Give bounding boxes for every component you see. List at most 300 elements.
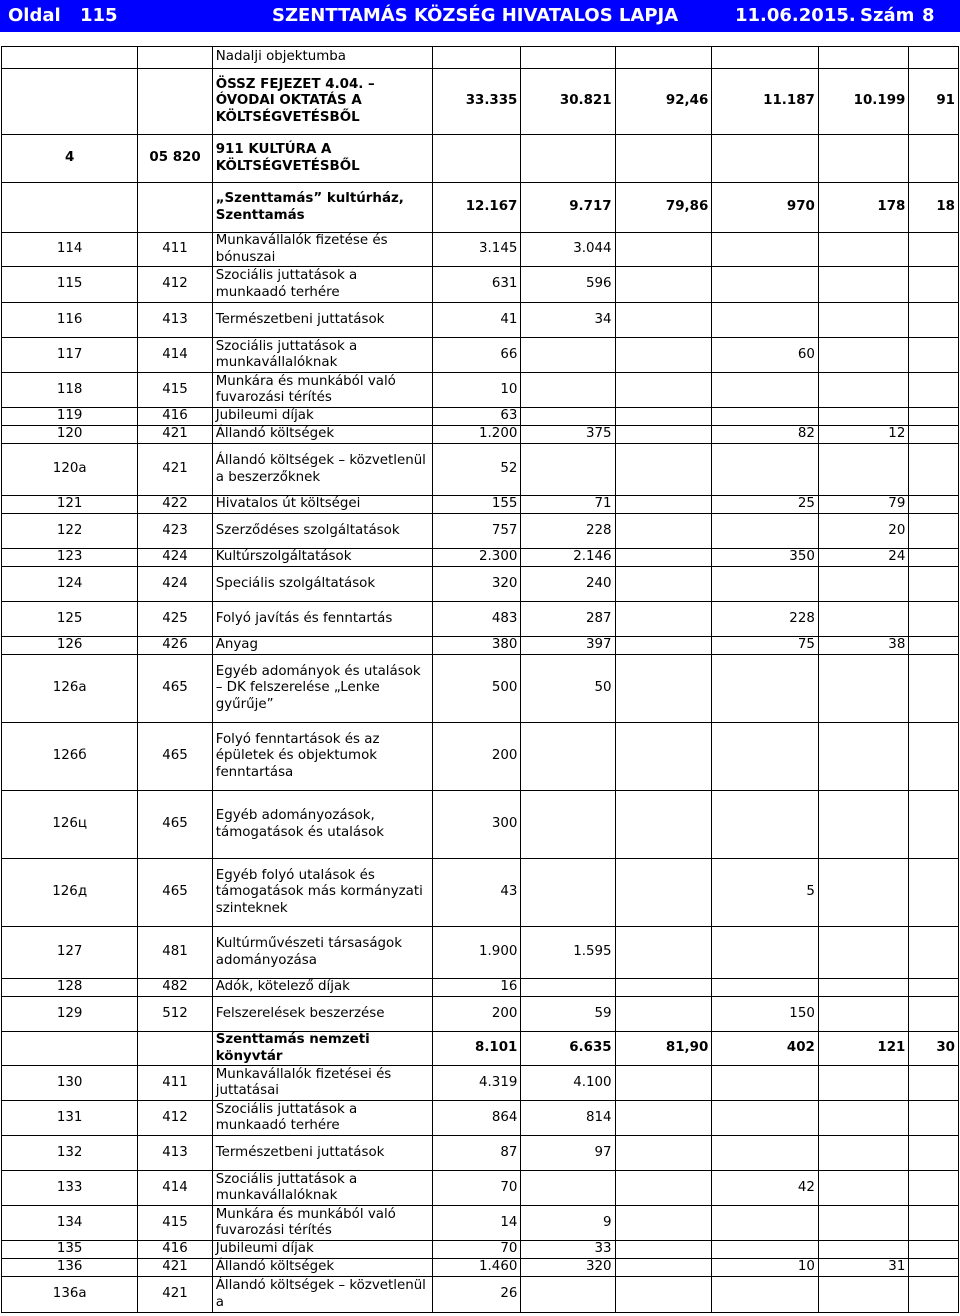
cell-c7 xyxy=(712,135,819,183)
cell-c6 xyxy=(615,1101,712,1136)
cell-c3: Folyó fenntartások és az épületek és objektumok fenntartása xyxy=(212,723,433,791)
cell-c7 xyxy=(712,1241,819,1259)
cell-c1: 4 xyxy=(2,135,138,183)
cell-c1: 114 xyxy=(2,233,138,267)
cell-c7: 10 xyxy=(712,1259,819,1277)
cell-c4: 70 xyxy=(433,1171,521,1206)
table-row xyxy=(2,549,959,567)
cell-c1: 125 xyxy=(2,602,138,637)
cell-c5: 3.044 xyxy=(521,233,615,267)
cell-c3: Szenttamás nemzeti könyvtár xyxy=(212,1032,433,1066)
cell-c4: 1.900 xyxy=(433,927,521,979)
cell-c9 xyxy=(909,1206,959,1241)
cell-c3: Felszerelések beszerzése xyxy=(212,997,433,1032)
cell-c4: 483 xyxy=(433,602,521,637)
cell-c8: 24 xyxy=(818,549,908,567)
cell-c8 xyxy=(818,1136,908,1171)
table-row xyxy=(2,338,959,373)
cell-c5: 9 xyxy=(521,1206,615,1241)
cell-c6 xyxy=(615,655,712,723)
cell-c4: 12.167 xyxy=(433,183,521,233)
cell-c4: 1.460 xyxy=(433,1259,521,1277)
cell-c8: 31 xyxy=(818,1259,908,1277)
cell-c6 xyxy=(615,567,712,602)
cell-c8 xyxy=(818,135,908,183)
cell-c9 xyxy=(909,303,959,338)
cell-c5: 814 xyxy=(521,1101,615,1136)
cell-c5 xyxy=(521,338,615,373)
table-row xyxy=(2,602,959,637)
table-row xyxy=(2,47,959,69)
cell-c8 xyxy=(818,373,908,408)
cell-c8 xyxy=(818,997,908,1032)
cell-c5 xyxy=(521,1277,615,1313)
cell-c9 xyxy=(909,338,959,373)
cell-c7: 402 xyxy=(712,1032,819,1066)
table-row xyxy=(2,1136,959,1171)
cell-c1: 136a xyxy=(2,1277,138,1313)
cell-c9 xyxy=(909,373,959,408)
cell-c5: 71 xyxy=(521,496,615,514)
cell-c7 xyxy=(712,655,819,723)
cell-c4: 10 xyxy=(433,373,521,408)
cell-c8 xyxy=(818,1066,908,1101)
cell-c7 xyxy=(712,373,819,408)
cell-c3: 911 KULTÚRA A KÖLTSÉGVETÉSBŐL xyxy=(212,135,433,183)
cell-c5: 6.635 xyxy=(521,1032,615,1066)
table-row xyxy=(2,444,959,496)
cell-c7: 82 xyxy=(712,426,819,444)
page-label: Oldal xyxy=(8,5,61,26)
cell-c7: 5 xyxy=(712,859,819,927)
cell-c3: Szociális juttatások a munkavállalóknak xyxy=(212,1171,433,1206)
table-row xyxy=(2,233,959,267)
cell-c8: 121 xyxy=(818,1032,908,1066)
cell-c1: 126ц xyxy=(2,791,138,859)
cell-c3: Egyéb adományozások, támogatások és utalások xyxy=(212,791,433,859)
cell-c5 xyxy=(521,408,615,426)
cell-c6 xyxy=(615,637,712,655)
cell-c7 xyxy=(712,444,819,496)
cell-c4: 87 xyxy=(433,1136,521,1171)
cell-c4 xyxy=(433,135,521,183)
cell-c4: 33.335 xyxy=(433,69,521,135)
cell-c8: 10.199 xyxy=(818,69,908,135)
cell-c4: 66 xyxy=(433,338,521,373)
cell-c7 xyxy=(712,303,819,338)
cell-c5: 2.146 xyxy=(521,549,615,567)
cell-c1 xyxy=(2,183,138,233)
cell-c4: 200 xyxy=(433,723,521,791)
table-row xyxy=(2,791,959,859)
cell-c6 xyxy=(615,1259,712,1277)
cell-c2: 465 xyxy=(138,655,212,723)
cell-c5 xyxy=(521,979,615,997)
cell-c1: 115 xyxy=(2,267,138,303)
cell-c1: 128 xyxy=(2,979,138,997)
cell-c1: 117 xyxy=(2,338,138,373)
cell-c9 xyxy=(909,1171,959,1206)
cell-c8 xyxy=(818,791,908,859)
budget-table xyxy=(1,46,959,1313)
cell-c8 xyxy=(818,602,908,637)
cell-c9 xyxy=(909,135,959,183)
table-row xyxy=(2,1171,959,1206)
cell-c6 xyxy=(615,267,712,303)
cell-c7: 75 xyxy=(712,637,819,655)
cell-c2: 415 xyxy=(138,373,212,408)
table-row xyxy=(2,426,959,444)
cell-c7 xyxy=(712,791,819,859)
cell-c1: 126a xyxy=(2,655,138,723)
cell-c3: Természetbeni juttatások xyxy=(212,303,433,338)
cell-c7 xyxy=(712,1277,819,1313)
cell-c9: 91 xyxy=(909,69,959,135)
cell-c9 xyxy=(909,267,959,303)
cell-c9 xyxy=(909,997,959,1032)
cell-c6: 92,46 xyxy=(615,69,712,135)
cell-c7: 350 xyxy=(712,549,819,567)
cell-c6 xyxy=(615,1206,712,1241)
cell-c6 xyxy=(615,927,712,979)
cell-c7 xyxy=(712,927,819,979)
cell-c6 xyxy=(615,997,712,1032)
cell-c1: 118 xyxy=(2,373,138,408)
cell-c9 xyxy=(909,637,959,655)
cell-c9 xyxy=(909,1136,959,1171)
table-row xyxy=(2,69,959,135)
cell-c2: 416 xyxy=(138,1241,212,1259)
table-row xyxy=(2,723,959,791)
cell-c3: Munkára és munkából való fuvarozási térítés xyxy=(212,373,433,408)
cell-c9 xyxy=(909,233,959,267)
cell-c9 xyxy=(909,496,959,514)
cell-c4: 631 xyxy=(433,267,521,303)
cell-c4: 16 xyxy=(433,979,521,997)
cell-c7 xyxy=(712,47,819,69)
cell-c5: 1.595 xyxy=(521,927,615,979)
cell-c9 xyxy=(909,1101,959,1136)
cell-c1: 134 xyxy=(2,1206,138,1241)
cell-c7: 228 xyxy=(712,602,819,637)
table-row xyxy=(2,1206,959,1241)
cell-c8 xyxy=(818,859,908,927)
cell-c5: 97 xyxy=(521,1136,615,1171)
cell-c8 xyxy=(818,1171,908,1206)
cell-c1: 135 xyxy=(2,1241,138,1259)
cell-c3: Egyéb folyó utalások és támogatások más kormányzati szinteknek xyxy=(212,859,433,927)
cell-c3: Jubileumi díjak xyxy=(212,408,433,426)
cell-c9 xyxy=(909,47,959,69)
cell-c5: 4.100 xyxy=(521,1066,615,1101)
cell-c7: 150 xyxy=(712,997,819,1032)
cell-c5: 320 xyxy=(521,1259,615,1277)
cell-c7 xyxy=(712,723,819,791)
table-row xyxy=(2,303,959,338)
table-row xyxy=(2,135,959,183)
cell-c6 xyxy=(615,1066,712,1101)
cell-c4: 155 xyxy=(433,496,521,514)
cell-c4: 380 xyxy=(433,637,521,655)
table-row xyxy=(2,637,959,655)
cell-c9 xyxy=(909,723,959,791)
cell-c4: 14 xyxy=(433,1206,521,1241)
cell-c3: Hivatalos út költségei xyxy=(212,496,433,514)
cell-c2: 411 xyxy=(138,233,212,267)
cell-c2: 482 xyxy=(138,979,212,997)
cell-c1: 122 xyxy=(2,514,138,549)
cell-c8 xyxy=(818,338,908,373)
cell-c8: 178 xyxy=(818,183,908,233)
table-row xyxy=(2,373,959,408)
cell-c4: 26 xyxy=(433,1277,521,1313)
cell-c2: 424 xyxy=(138,549,212,567)
cell-c9 xyxy=(909,1066,959,1101)
cell-c3: Munkára és munkából való fuvarozási térítés xyxy=(212,1206,433,1241)
cell-c4: 52 xyxy=(433,444,521,496)
cell-c5 xyxy=(521,859,615,927)
cell-c4: 70 xyxy=(433,1241,521,1259)
cell-c3: Szociális juttatások a munkavállalóknak xyxy=(212,338,433,373)
cell-c3: Munkavállalók fizetései és juttatásai xyxy=(212,1066,433,1101)
cell-c6: 79,86 xyxy=(615,183,712,233)
cell-c7 xyxy=(712,1066,819,1101)
cell-c3: Szociális juttatások a munkaadó terhére xyxy=(212,1101,433,1136)
cell-c5: 287 xyxy=(521,602,615,637)
table-row xyxy=(2,1101,959,1136)
cell-c9 xyxy=(909,426,959,444)
cell-c7: 60 xyxy=(712,338,819,373)
cell-c1 xyxy=(2,69,138,135)
cell-c4: 864 xyxy=(433,1101,521,1136)
cell-c4: 500 xyxy=(433,655,521,723)
cell-c8 xyxy=(818,303,908,338)
cell-c2: 465 xyxy=(138,723,212,791)
cell-c1: 124 xyxy=(2,567,138,602)
cell-c2: 426 xyxy=(138,637,212,655)
cell-c6 xyxy=(615,303,712,338)
cell-c3: Kultúrszolgáltatások xyxy=(212,549,433,567)
cell-c9 xyxy=(909,1259,959,1277)
cell-c2: 425 xyxy=(138,602,212,637)
cell-c2: 465 xyxy=(138,859,212,927)
table-row xyxy=(2,1241,959,1259)
cell-c7 xyxy=(712,1101,819,1136)
cell-c2: 424 xyxy=(138,567,212,602)
cell-c3: Szerződéses szolgáltatások xyxy=(212,514,433,549)
cell-c8 xyxy=(818,444,908,496)
cell-c2: 413 xyxy=(138,1136,212,1171)
cell-c6 xyxy=(615,1136,712,1171)
cell-c4 xyxy=(433,47,521,69)
cell-c4: 2.300 xyxy=(433,549,521,567)
cell-c1: 116 xyxy=(2,303,138,338)
cell-c1: 126д xyxy=(2,859,138,927)
table-row xyxy=(2,997,959,1032)
cell-c3: Állandó költségek – közvetlenül a xyxy=(212,1277,433,1313)
cell-c2: 412 xyxy=(138,1101,212,1136)
cell-c6 xyxy=(615,426,712,444)
cell-c2: 414 xyxy=(138,338,212,373)
table-row xyxy=(2,1277,959,1313)
cell-c6 xyxy=(615,549,712,567)
cell-c2: 413 xyxy=(138,303,212,338)
cell-c5: 33 xyxy=(521,1241,615,1259)
cell-c7 xyxy=(712,267,819,303)
cell-c9 xyxy=(909,408,959,426)
cell-c6 xyxy=(615,373,712,408)
cell-c9 xyxy=(909,1241,959,1259)
issue-number: 8 xyxy=(922,5,935,26)
cell-c2: 412 xyxy=(138,267,212,303)
cell-c9 xyxy=(909,514,959,549)
cell-c9 xyxy=(909,549,959,567)
cell-c3: Kultúrművészeti társaságok adományozása xyxy=(212,927,433,979)
table-row xyxy=(2,514,959,549)
cell-c8 xyxy=(818,47,908,69)
cell-c1: 136 xyxy=(2,1259,138,1277)
cell-c5: 9.717 xyxy=(521,183,615,233)
cell-c5 xyxy=(521,723,615,791)
cell-c9 xyxy=(909,927,959,979)
cell-c2: 422 xyxy=(138,496,212,514)
table-row xyxy=(2,408,959,426)
cell-c6: 81,90 xyxy=(615,1032,712,1066)
cell-c4: 1.200 xyxy=(433,426,521,444)
cell-c1: 126б xyxy=(2,723,138,791)
cell-c3: Jubileumi díjak xyxy=(212,1241,433,1259)
cell-c3: Szociális juttatások a munkaadó terhére xyxy=(212,267,433,303)
cell-c7 xyxy=(712,1206,819,1241)
cell-c8 xyxy=(818,1206,908,1241)
cell-c7 xyxy=(712,408,819,426)
cell-c8 xyxy=(818,723,908,791)
publication-title: SZENTTAMÁS KÖZSÉG HIVATALOS LAPJA xyxy=(272,5,679,26)
cell-c5 xyxy=(521,1171,615,1206)
table-row xyxy=(2,1032,959,1066)
cell-c6 xyxy=(615,444,712,496)
cell-c9: 18 xyxy=(909,183,959,233)
cell-c5 xyxy=(521,791,615,859)
cell-c3: Állandó költségek xyxy=(212,426,433,444)
cell-c5: 59 xyxy=(521,997,615,1032)
cell-c5 xyxy=(521,373,615,408)
cell-c4: 757 xyxy=(433,514,521,549)
cell-c8: 20 xyxy=(818,514,908,549)
cell-c9: 30 xyxy=(909,1032,959,1066)
cell-c8 xyxy=(818,655,908,723)
cell-c5: 30.821 xyxy=(521,69,615,135)
cell-c4: 320 xyxy=(433,567,521,602)
cell-c5: 596 xyxy=(521,267,615,303)
cell-c6 xyxy=(615,47,712,69)
cell-c8: 12 xyxy=(818,426,908,444)
cell-c1: 119 xyxy=(2,408,138,426)
cell-c2: 414 xyxy=(138,1171,212,1206)
cell-c1: 120 xyxy=(2,426,138,444)
table-row xyxy=(2,1066,959,1101)
cell-c6 xyxy=(615,1241,712,1259)
cell-c2 xyxy=(138,47,212,69)
cell-c2: 481 xyxy=(138,927,212,979)
cell-c6 xyxy=(615,496,712,514)
cell-c3: Állandó költségek – közvetlenül a beszerzőknek xyxy=(212,444,433,496)
table-row xyxy=(2,496,959,514)
cell-c6 xyxy=(615,723,712,791)
cell-c5: 34 xyxy=(521,303,615,338)
cell-c7 xyxy=(712,567,819,602)
page-number: 115 xyxy=(80,5,118,26)
cell-c2: 421 xyxy=(138,444,212,496)
cell-c3: Egyéb adományok és utalások – DK felszerelése „Lenke gyűrűje” xyxy=(212,655,433,723)
cell-c1: 130 xyxy=(2,1066,138,1101)
cell-c2: 05 820 xyxy=(138,135,212,183)
cell-c1 xyxy=(2,47,138,69)
cell-c8 xyxy=(818,927,908,979)
cell-c3: Adók, kötelező díjak xyxy=(212,979,433,997)
cell-c6 xyxy=(615,135,712,183)
table-row xyxy=(2,859,959,927)
cell-c5: 375 xyxy=(521,426,615,444)
cell-c2 xyxy=(138,183,212,233)
table-row xyxy=(2,567,959,602)
cell-c3: Munkavállalók fizetése és bónuszai xyxy=(212,233,433,267)
cell-c4: 300 xyxy=(433,791,521,859)
cell-c3: „Szenttamás” kultúrház, Szenttamás xyxy=(212,183,433,233)
cell-c1: 133 xyxy=(2,1171,138,1206)
cell-c6 xyxy=(615,233,712,267)
cell-c2: 421 xyxy=(138,1259,212,1277)
cell-c5 xyxy=(521,444,615,496)
cell-c3: Speciális szolgáltatások xyxy=(212,567,433,602)
table-row xyxy=(2,655,959,723)
cell-c5: 228 xyxy=(521,514,615,549)
cell-c1: 129 xyxy=(2,997,138,1032)
cell-c9 xyxy=(909,567,959,602)
cell-c4: 43 xyxy=(433,859,521,927)
table-row xyxy=(2,979,959,997)
cell-c3: Állandó költségek xyxy=(212,1259,433,1277)
cell-c4: 63 xyxy=(433,408,521,426)
cell-c6 xyxy=(615,408,712,426)
cell-c8 xyxy=(818,408,908,426)
cell-c4: 41 xyxy=(433,303,521,338)
cell-c6 xyxy=(615,514,712,549)
cell-c4: 4.319 xyxy=(433,1066,521,1101)
cell-c4: 8.101 xyxy=(433,1032,521,1066)
cell-c8 xyxy=(818,1277,908,1313)
cell-c1: 127 xyxy=(2,927,138,979)
cell-c6 xyxy=(615,602,712,637)
cell-c2: 411 xyxy=(138,1066,212,1101)
cell-c9 xyxy=(909,859,959,927)
cell-c3: Folyó javítás és fenntartás xyxy=(212,602,433,637)
cell-c9 xyxy=(909,602,959,637)
cell-c1: 131 xyxy=(2,1101,138,1136)
cell-c5: 50 xyxy=(521,655,615,723)
table-row xyxy=(2,927,959,979)
cell-c8 xyxy=(818,1101,908,1136)
cell-c6 xyxy=(615,979,712,997)
cell-c9 xyxy=(909,444,959,496)
cell-c7: 42 xyxy=(712,1171,819,1206)
issue-date: 11.06.2015. xyxy=(735,5,856,26)
cell-c2: 512 xyxy=(138,997,212,1032)
cell-c3: ÖSSZ FEJEZET 4.04. – ÓVODAI OKTATÁS A KÖLTSÉGVETÉSBŐL xyxy=(212,69,433,135)
cell-c7 xyxy=(712,514,819,549)
cell-c9 xyxy=(909,791,959,859)
table-row xyxy=(2,1259,959,1277)
